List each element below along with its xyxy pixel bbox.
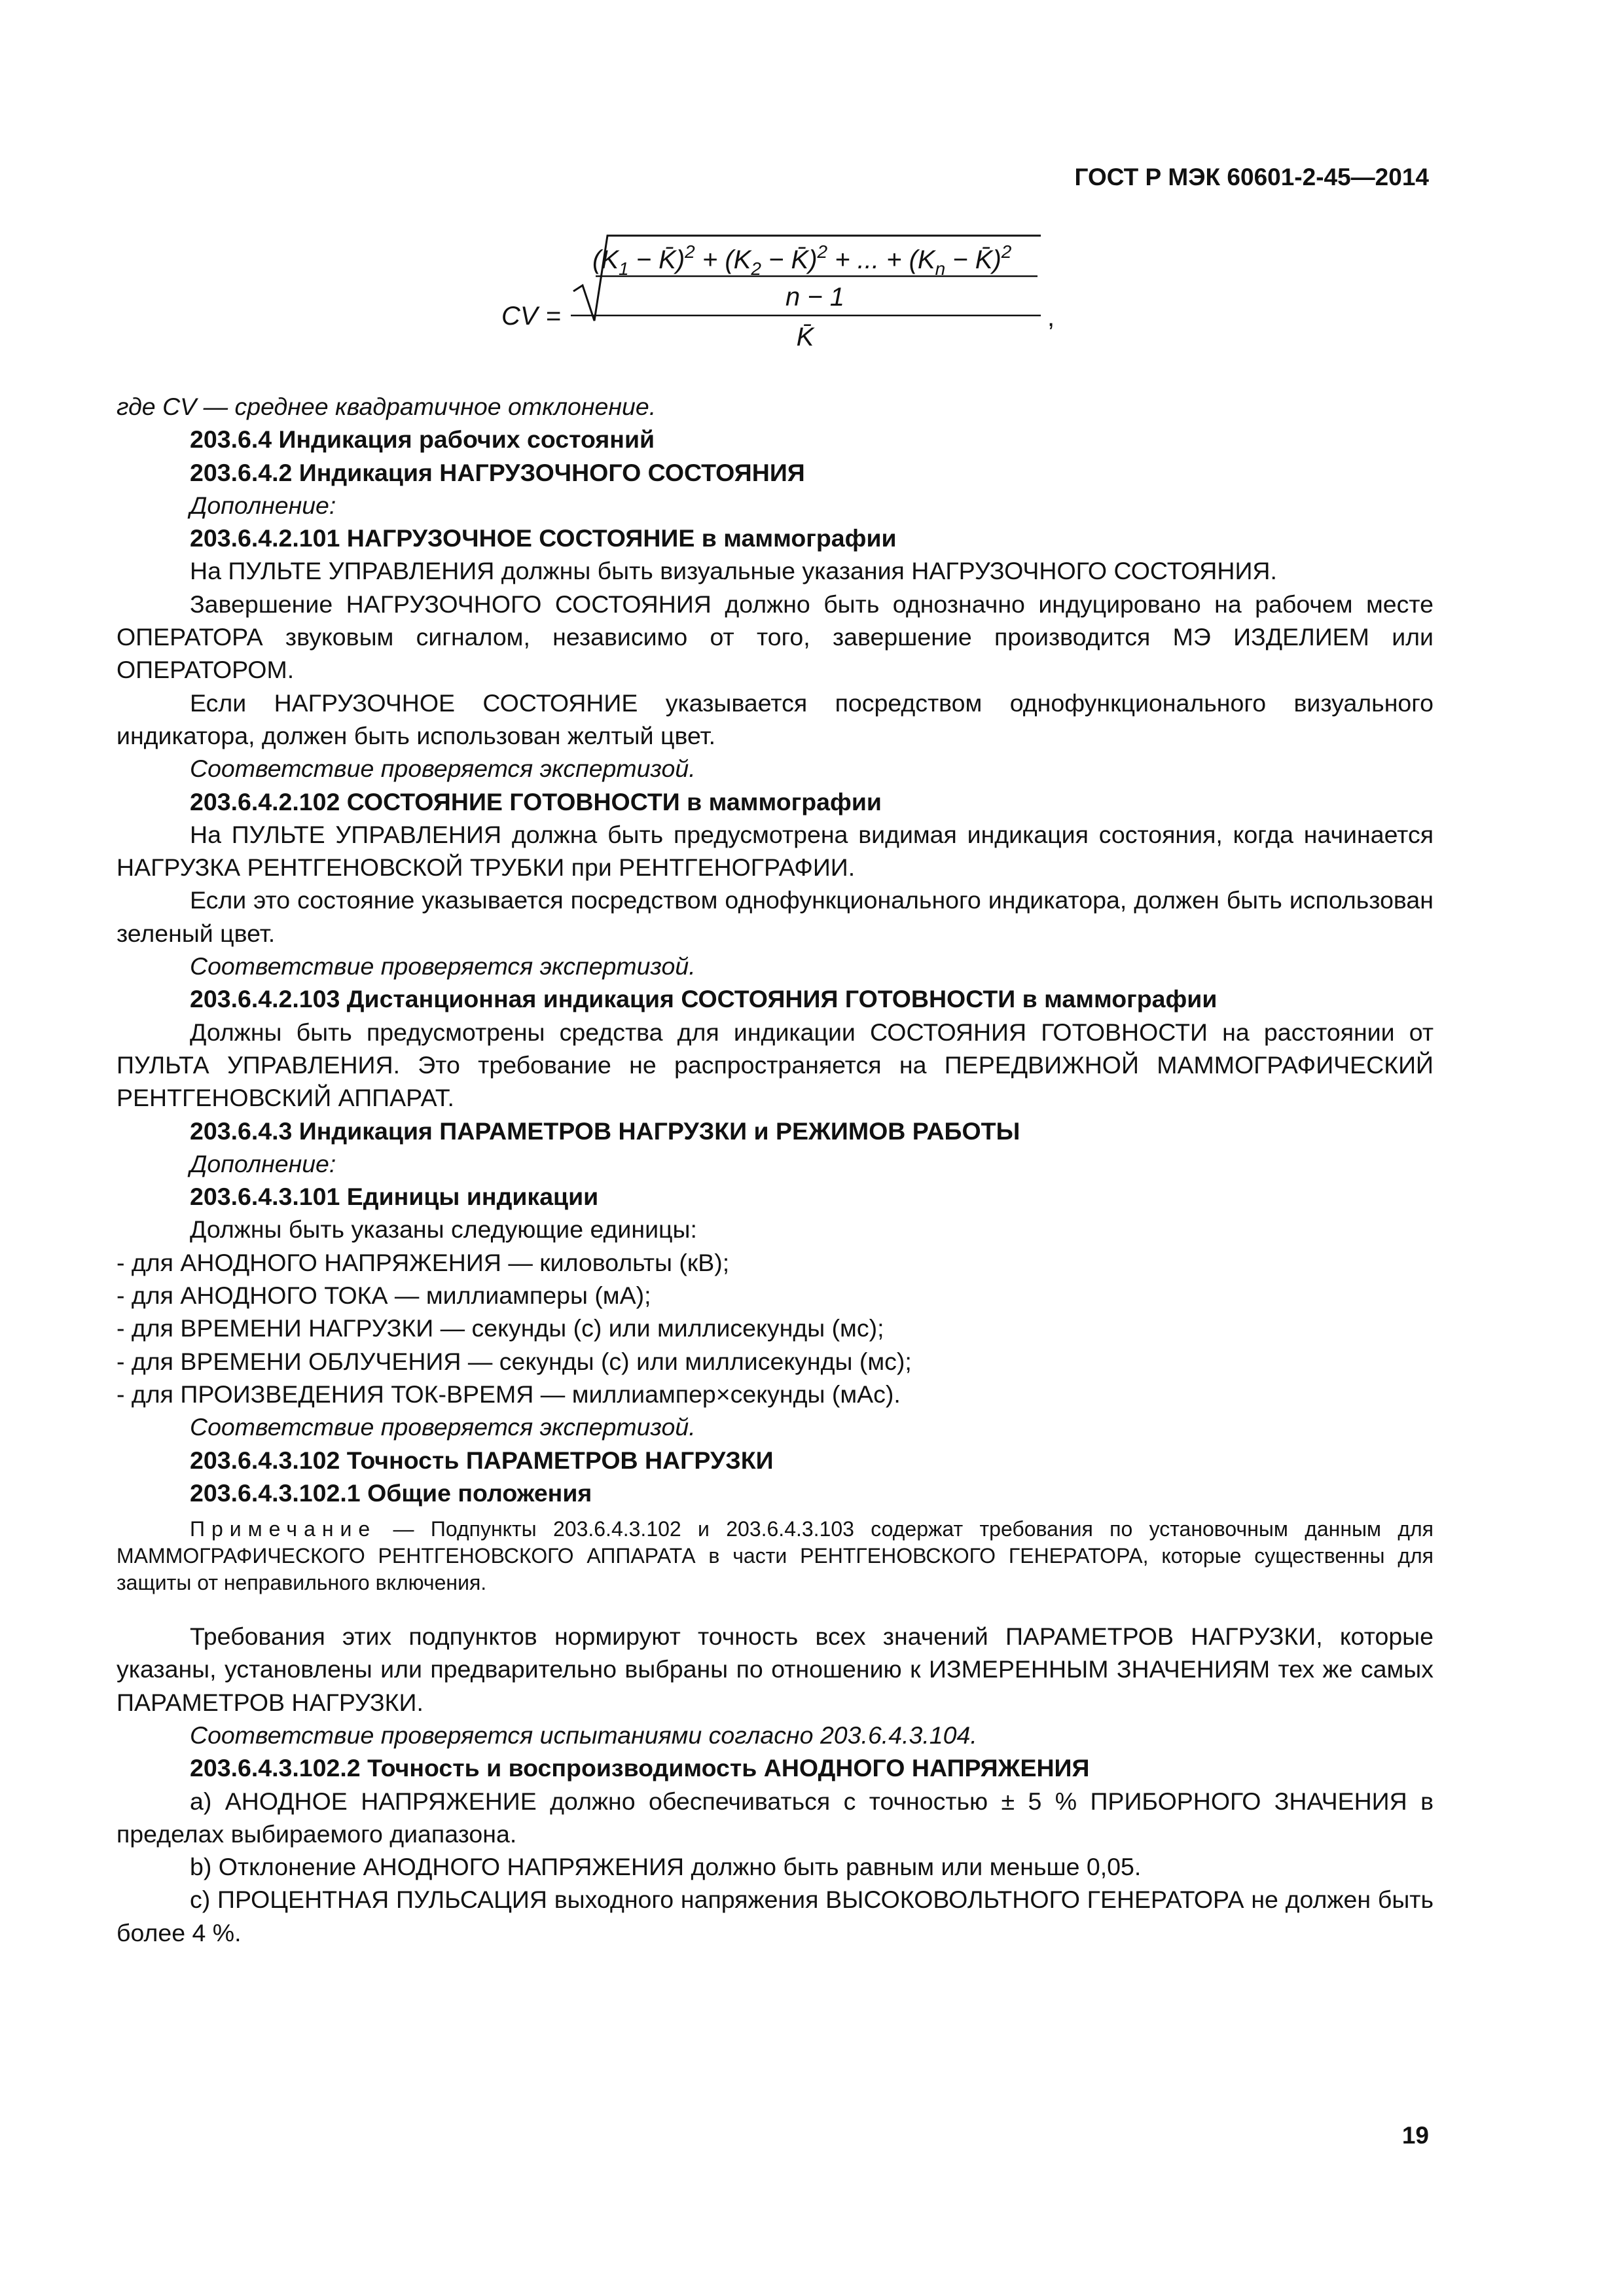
paragraph: a) АНОДНОЕ НАПРЯЖЕНИЕ должно обеспечиваться с точностью ± 5 % ПРИБОРНОГО ЗНАЧЕНИЯ в пределах выбираемого диапазона.	[117, 1787, 1434, 1848]
section-heading: 203.6.4.3.101 Единицы индикации	[190, 1183, 599, 1211]
formula-comma: ,	[1047, 303, 1055, 332]
paragraph: Завершение НАГРУЗОЧНОГО СОСТОЯНИЯ должно быть однозначно индуцировано на рабочем месте ОПЕРАТОРА звуковым сигналом, независимо от того, завершение производится МЭ ИЗДЕЛИЕМ или ОПЕРАТОРОМ.	[117, 590, 1434, 684]
formula-lhs: CV	[501, 302, 538, 331]
section-heading: 203.6.4.2 Индикация НАГРУЗОЧНОГО СОСТОЯНИЯ	[190, 458, 805, 486]
paragraph: Если НАГРУЗОЧНОЕ СОСТОЯНИЕ указывается посредством однофункционального визуального индикатора, должен быть использован желтый цвет.	[117, 689, 1434, 749]
paragraph: Должны быть указаны следующие единицы:	[190, 1215, 697, 1244]
section-heading: 203.6.4.3 Индикация ПАРАМЕТРОВ НАГРУЗКИ и РЕЖИМОВ РАБОТЫ	[190, 1117, 1020, 1145]
paragraph: Требования этих подпунктов нормируют точность всех значений ПАРАМЕТРОВ НАГРУЗКИ, которые указаны, установлены или предварительно выбраны по отношению к ИЗМЕРЕННЫМ ЗНАЧЕНИЯМ тех же самых ПАРАМЕТРОВ НАГРУЗКИ.	[117, 1623, 1434, 1716]
inner-denominator: n − 1	[785, 283, 845, 312]
section-heading: 203.6.4.2.103 Дистанционная индикация СОСТОЯНИЯ ГОТОВНОСТИ в маммографии	[190, 985, 1218, 1013]
note-block	[117, 1516, 1434, 1596]
page-number: 19	[1401, 2122, 1429, 2149]
document-header: ГОСТ Р МЭК 60601-2-45—2014	[1074, 164, 1429, 190]
compliance-note: Соответствие проверяется экспертизой.	[190, 952, 696, 980]
paragraph: На ПУЛЬТЕ УПРАВЛЕНИЯ должны быть визуальные указания НАГРУЗОЧНОГО СОСТОЯНИЯ.	[190, 557, 1277, 585]
list-item: - для ПРОИЗВЕДЕНИЯ ТОК-ВРЕМЯ — миллиампер×секунды (мАс).	[117, 1380, 901, 1408]
svg-text:(K1 − K̄)2 + (K2 − K̄)2 + ...: ($K_1$ − K̄)$^2$ + ($K_2$ − K̄)$^2$ + ... + ($K_n$ − K̄)$^2$	[592, 242, 1012, 279]
compliance-note: Соответствие проверяется экспертизой.	[190, 755, 696, 783]
list-item: - для ВРЕМЕНИ НАГРУЗКИ — секунды (с) или миллисекунды (мс);	[117, 1314, 884, 1342]
formula-equals: =	[546, 302, 562, 331]
where-clause: где CV — среднее квадратичное отклонение.	[117, 393, 657, 420]
list-item: - для АНОДНОГО ТОКА — миллиамперы (мА);	[117, 1282, 651, 1310]
paragraph: c) ПРОЦЕНТНАЯ ПУЛЬСАЦИЯ выходного напряжения ВЫСОКОВОЛЬТНОГО ГЕНЕРАТОРА не должен быть более 4 %.	[117, 1886, 1434, 1946]
document-body	[117, 390, 1434, 1949]
cv-formula	[0, 0, 1624, 367]
addition-label: Дополнение:	[190, 1149, 336, 1177]
list-item: - для ВРЕМЕНИ ОБЛУЧЕНИЯ — секунды (с) или миллисекунды (мс);	[117, 1347, 912, 1375]
section-heading: 203.6.4.2.101 НАГРУЗОЧНОЕ СОСТОЯНИЕ в маммографии	[190, 524, 897, 552]
addition-label: Дополнение:	[190, 491, 336, 519]
compliance-note: Соответствие проверяется испытаниями согласно 203.6.4.3.104.	[190, 1721, 977, 1749]
section-heading: 203.6.4.3.102.2 Точность и воспроизводимость АНОДНОГО НАПРЯЖЕНИЯ	[190, 1754, 1090, 1782]
paragraph: Должны быть предусмотрены средства для индикации СОСТОЯНИЯ ГОТОВНОСТИ на расстоянии от ПУЛЬТА УПРАВЛЕНИЯ. Это требование не распространяется на ПЕРЕДВИЖНОЙ МАММОГРАФИЧЕСКИЙ РЕНТГЕНОВСКИЙ АППАРАТ.	[117, 1018, 1434, 1112]
note-text: — Подпункты 203.6.4.3.102 и 203.6.4.3.103 содержат требования по установочным данным для МАММОГРАФИЧЕСКОГО РЕНТГЕНОВСКОГО АППАРАТА в части РЕНТГЕНОВСКОГО ГЕНЕРАТОРА, которые существенны для защиты от неправильного включения.	[117, 1517, 1434, 1595]
formula-numerator: (K	[592, 245, 619, 274]
paragraph: b) Отклонение АНОДНОГО НАПРЯЖЕНИЯ должно быть равным или меньше 0,05.	[190, 1853, 1142, 1881]
section-heading: 203.6.4.3.102 Точность ПАРАМЕТРОВ НАГРУЗКИ	[190, 1446, 774, 1474]
note-label: Примечание	[190, 1517, 377, 1541]
outer-denominator: K̄	[796, 323, 814, 351]
list-item: - для АНОДНОГО НАПРЯЖЕНИЯ — киловольты (кВ);	[117, 1248, 730, 1276]
section-heading: 203.6.4.2.102 СОСТОЯНИЕ ГОТОВНОСТИ в маммографии	[190, 787, 882, 816]
section-heading: 203.6.4 Индикация рабочих состояний	[190, 425, 655, 454]
section-heading: 203.6.4.3.102.1 Общие положения	[190, 1479, 592, 1507]
paragraph: Если это состояние указывается посредством однофункционального индикатора, должен быть использован зеленый цвет.	[117, 886, 1434, 947]
compliance-note: Соответствие проверяется экспертизой.	[190, 1413, 696, 1441]
paragraph: На ПУЛЬТЕ УПРАВЛЕНИЯ должна быть предусмотрена видимая индикация состояния, когда начинается НАГРУЗКА РЕНТГЕНОВСКОЙ ТРУБКИ при РЕНТГЕНОГРАФИИ.	[117, 820, 1434, 882]
